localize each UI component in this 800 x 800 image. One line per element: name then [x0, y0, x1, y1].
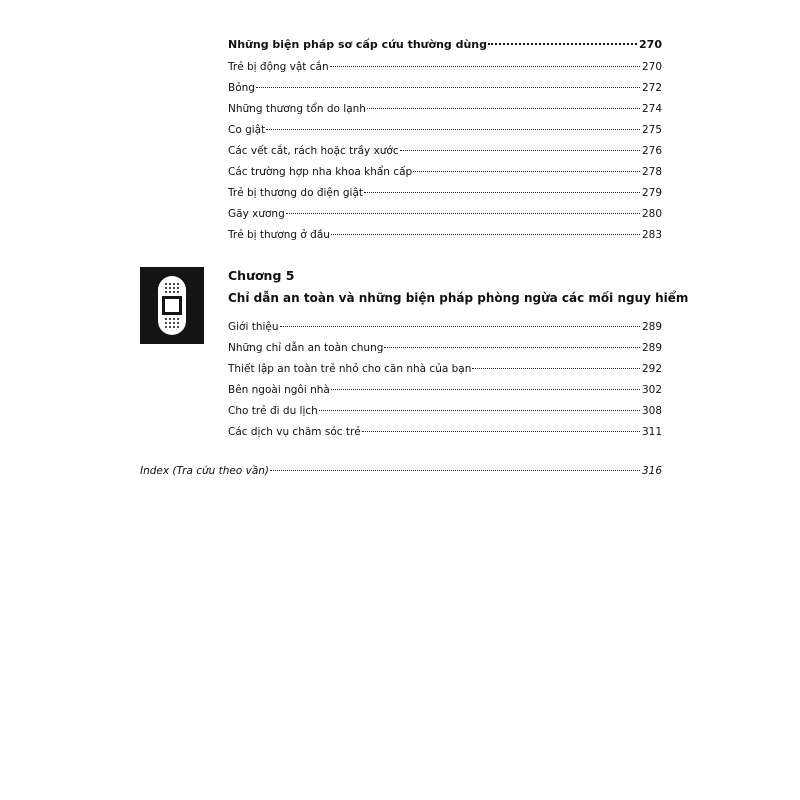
- dot-leader: [472, 368, 640, 369]
- dot-leader: [488, 43, 637, 45]
- toc-entry[interactable]: [228, 165, 662, 179]
- dot-leader: [331, 234, 640, 235]
- toc-page-number: 276: [641, 145, 662, 157]
- toc-entry-title: Những thương tổn do lạnh: [228, 103, 366, 115]
- dot-leader: [280, 326, 640, 327]
- dot-leader: [319, 410, 640, 411]
- toc-entry-title: Các vết cắt, rách hoặc trầy xước: [228, 145, 399, 157]
- toc-page-number: 272: [641, 82, 662, 94]
- toc-page-number: 289: [641, 342, 662, 354]
- toc-entry-title: Trẻ bị thương do điện giật: [228, 187, 364, 199]
- toc-entry[interactable]: [228, 123, 662, 137]
- chapter-title[interactable]: Chỉ dẫn an toàn và những biện pháp phòng ngừa các mối nguy hiểm: [228, 291, 689, 305]
- toc-entry-title: Trẻ bị động vật cắn: [228, 61, 329, 73]
- toc-index-entry[interactable]: [140, 464, 662, 478]
- toc-page-number: 311: [641, 426, 662, 438]
- dot-leader: [400, 150, 640, 151]
- toc-entry[interactable]: [228, 186, 662, 200]
- toc-page-number: 274: [641, 103, 662, 115]
- dot-leader: [286, 213, 640, 214]
- chapter-number: Chương 5: [228, 268, 295, 283]
- toc-entry[interactable]: [228, 207, 662, 221]
- toc-page-number: 308: [641, 405, 662, 417]
- dot-leader: [362, 431, 640, 432]
- toc-entry-title: Co giật: [228, 124, 266, 136]
- toc-page-number: 302: [641, 384, 662, 396]
- bandage-icon: [140, 267, 204, 344]
- toc-entry-title: Thiết lập an toàn trẻ nhỏ cho căn nhà của bạn: [228, 363, 472, 375]
- dot-leader: [330, 66, 640, 67]
- toc-page-number: 316: [641, 465, 662, 477]
- toc-entry-title: Index (Tra cứu theo vần): [140, 465, 270, 477]
- dot-leader: [364, 192, 640, 193]
- dot-leader: [413, 171, 640, 172]
- toc-entry-title: Bỏng: [228, 82, 255, 94]
- toc-entry-title: Giới thiệu: [228, 321, 279, 333]
- toc-page-number: 275: [641, 124, 662, 136]
- dot-leader: [266, 129, 640, 130]
- toc-entry[interactable]: [228, 362, 662, 376]
- toc-page-number: 270: [641, 61, 662, 73]
- toc-entry[interactable]: [228, 60, 662, 74]
- toc-entry-title: Các trường hợp nha khoa khẩn cấp: [228, 166, 413, 178]
- toc-entry[interactable]: [228, 81, 662, 95]
- toc-page-number: 283: [641, 229, 662, 241]
- toc-page-number: 292: [641, 363, 662, 375]
- toc-entry[interactable]: [228, 320, 662, 334]
- dot-leader: [270, 470, 640, 471]
- toc-entry[interactable]: [228, 425, 662, 439]
- toc-entry-title: Gãy xương: [228, 208, 285, 220]
- toc-entry-title: Cho trẻ đi du lịch: [228, 405, 318, 417]
- toc-entry[interactable]: [228, 144, 662, 158]
- dot-leader: [384, 347, 640, 348]
- toc-section-title: Những biện pháp sơ cấp cứu thường dùng: [228, 38, 488, 51]
- toc-entry-title: Các dịch vụ chăm sóc trẻ: [228, 426, 361, 438]
- toc-page-number: 279: [641, 187, 662, 199]
- toc-entry[interactable]: [228, 341, 662, 355]
- dot-leader: [331, 389, 640, 390]
- toc-entry[interactable]: [228, 228, 662, 242]
- toc-entry[interactable]: [228, 404, 662, 418]
- toc-page-number: 278: [641, 166, 662, 178]
- toc-page-number: 270: [639, 38, 662, 51]
- toc-page-number: 280: [641, 208, 662, 220]
- toc-entry[interactable]: [228, 383, 662, 397]
- toc-entry-title: Những chỉ dẫn an toàn chung: [228, 342, 384, 354]
- toc-page-number: 289: [641, 321, 662, 333]
- toc-entry-title: Trẻ bị thương ở đầu: [228, 229, 330, 241]
- dot-leader: [256, 87, 640, 88]
- toc-entry-title: Bên ngoài ngôi nhà: [228, 384, 330, 396]
- chapter-icon-box: [140, 267, 204, 344]
- toc-section-header[interactable]: [228, 38, 662, 52]
- dot-leader: [367, 108, 640, 109]
- toc-entry[interactable]: [228, 102, 662, 116]
